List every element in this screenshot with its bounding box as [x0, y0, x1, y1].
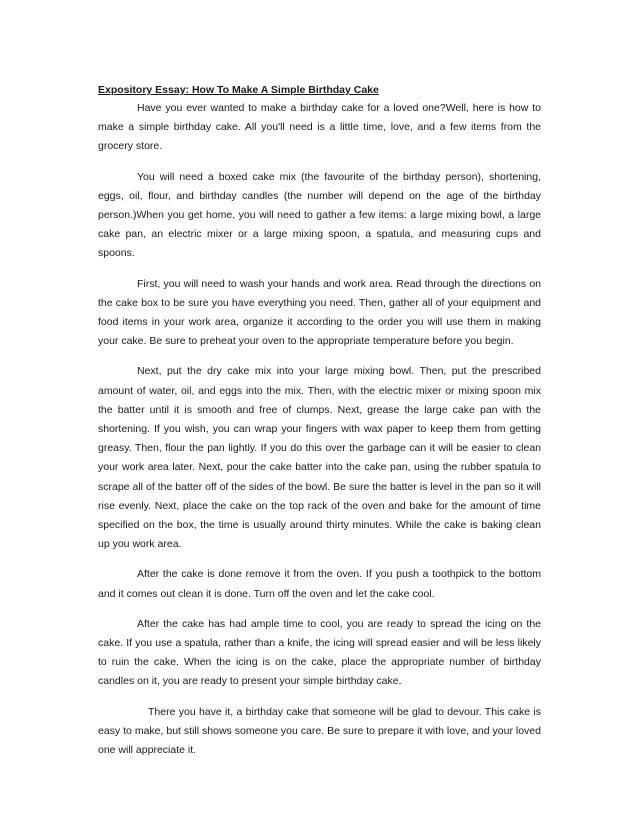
essay-title: Expository Essay: How To Make A Simple Birthday Cake	[98, 84, 379, 96]
paragraph-icing: After the cake has had ample time to cool, you are ready to spread the icing on the cake. If you use a spatula, rather than a knife, the icing will spread easier and will be less likely to ruin the cake. When the icing is on the cake, place the appropriate number of birthday candles on it, you are ready to present your simple birthday cake.	[98, 617, 541, 688]
paragraph-ingredients: You will need a boxed cake mix (the favourite of the birthday person), shortening, eggs, oil, flour, and birthday candles (the number will depend on the age of the birthday person.)When you get home, you will need to gather a few items: a large mixing bowl, a large cake pan, an electric mixer or a large mixing spoon, a spatula, and measuring cups and spoons.	[98, 170, 541, 260]
paragraph-intro: Have you ever wanted to make a birthday cake for a loved one?Well, here is how to make a simple birthday cake. All you'll need is a little time, love, and a few items from the grocery store.	[98, 102, 541, 153]
essay-body	[98, 80, 541, 771]
paragraph-conclusion: There you have it, a birthday cake that someone will be glad to devour. This cake is easy to make, but still shows someone you care. Be sure to prepare it with love, and your loved one will appreciate it.	[98, 705, 541, 757]
paragraph-cooling: After the cake is done remove it from the oven. If you push a toothpick to the bottom and it comes out clean it is done. Turn off the oven and let the cake cool.	[98, 568, 541, 600]
paragraph-baking: Next, put the dry cake mix into your large mixing bowl. Then, put the prescribed amount of water, oil, and eggs into the mix. Then, with the electric mixer or mixing spoon mix the batter until it is smooth and free of clumps. Next, grease the large cake pan with the shortening. If you wish, you can wrap your fingers with wax paper to keep them from getting greasy. Then, flour the pan lightly. If you do this over the garbage can it will be easier to clean your work area later. Next, pour the cake batter into the cake pan, using the rubber spatula to scrape all of the batter off of the sides of the bowl. Be sure the batter is level in the pan so it will rise evenly. Next, place the cake on the top rack of the oven and bake for the amount of time specified on the box, the time is usually around thirty minutes. While the cake is baking clean up you work area.	[98, 365, 541, 551]
paragraph-preparation: First, you will need to wash your hands and work area. Read through the directions on the cake box to be sure you have everything you need. Then, gather all of your equipment and food items in your work area, organize it according to the order you will use them in making your cake. Be sure to preheat your oven to the appropriate temperature before you begin.	[98, 277, 541, 348]
